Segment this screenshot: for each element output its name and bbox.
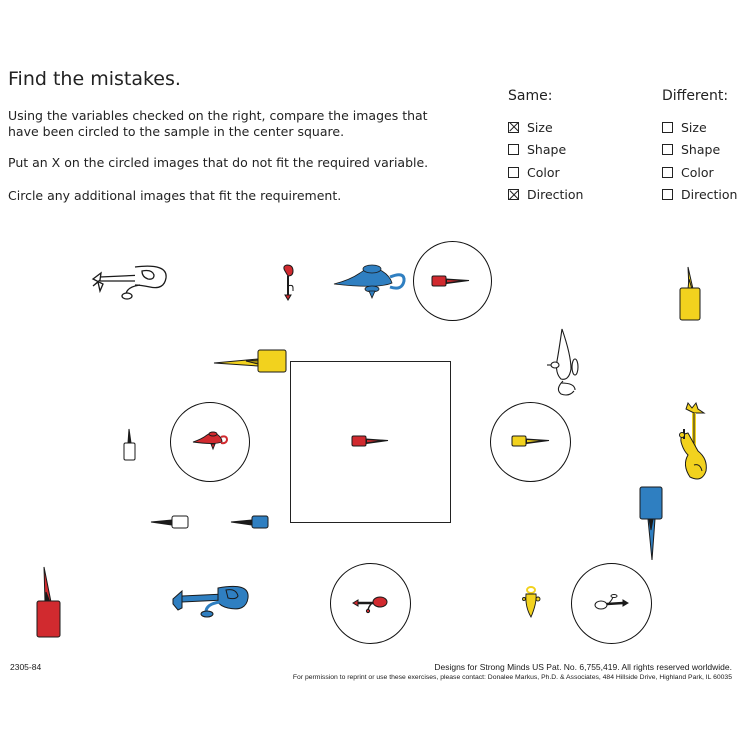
swan-icon[interactable]	[595, 595, 628, 610]
genie-lamp-icon[interactable]	[334, 265, 404, 298]
candle-icon[interactable]	[680, 267, 700, 320]
different-direction-label: Direction	[681, 187, 738, 202]
candle-icon[interactable]	[640, 487, 662, 560]
copyright-notice: Designs for Strong Minds US Pat. No. 6,755,419. All rights reserved worldwide.	[434, 662, 732, 672]
swan-icon[interactable]	[680, 403, 707, 479]
instruction-line-1: Using the variables checked on the right, compare the images that	[8, 108, 428, 123]
candle-icon[interactable]	[37, 567, 60, 637]
worksheet-title: Find the mistakes.	[8, 68, 181, 90]
swan-icon[interactable]	[173, 586, 248, 617]
candle-icon[interactable]	[512, 436, 549, 446]
genie-lamp-icon[interactable]	[523, 587, 541, 617]
candle-icon[interactable]	[124, 429, 135, 460]
different-heading: Different:	[662, 88, 729, 104]
candle-icon[interactable]	[214, 350, 286, 372]
different-size-label: Size	[681, 119, 707, 135]
candle-icon[interactable]	[151, 516, 188, 528]
genie-lamp-icon[interactable]	[193, 432, 227, 449]
same-shape-label: Shape	[527, 142, 567, 157]
instruction-line-4: Circle any additional images that fit the requirement.	[8, 188, 342, 203]
sample-candle-icon	[352, 436, 388, 446]
instruction-line-2: have been circled to the sample in the center square.	[8, 124, 345, 139]
candle-icon[interactable]	[432, 276, 469, 286]
instruction-line-3: Put an X on the circled images that do not fit the required variable.	[8, 155, 429, 170]
same-heading: Same:	[508, 88, 553, 104]
same-direction-label: Direction	[527, 187, 584, 202]
same-size-label: Size	[527, 119, 553, 135]
swan-icon[interactable]	[353, 597, 387, 613]
worksheet-code: 2305-84	[10, 662, 42, 672]
same-color-label: Color	[527, 164, 560, 180]
candle-icon[interactable]	[231, 516, 268, 528]
genie-lamp-icon[interactable]	[547, 329, 578, 395]
swan-icon[interactable]	[93, 266, 166, 299]
swan-icon[interactable]	[284, 265, 293, 300]
different-color-label: Color	[681, 164, 714, 180]
different-shape-label: Shape	[681, 142, 721, 157]
permission-notice: For permission to reprint or use these exercises, please contact: Donalee Markus, Ph.D. & Associates, 484 Hillside Drive, Highland Park, IL 60035	[292, 674, 732, 681]
